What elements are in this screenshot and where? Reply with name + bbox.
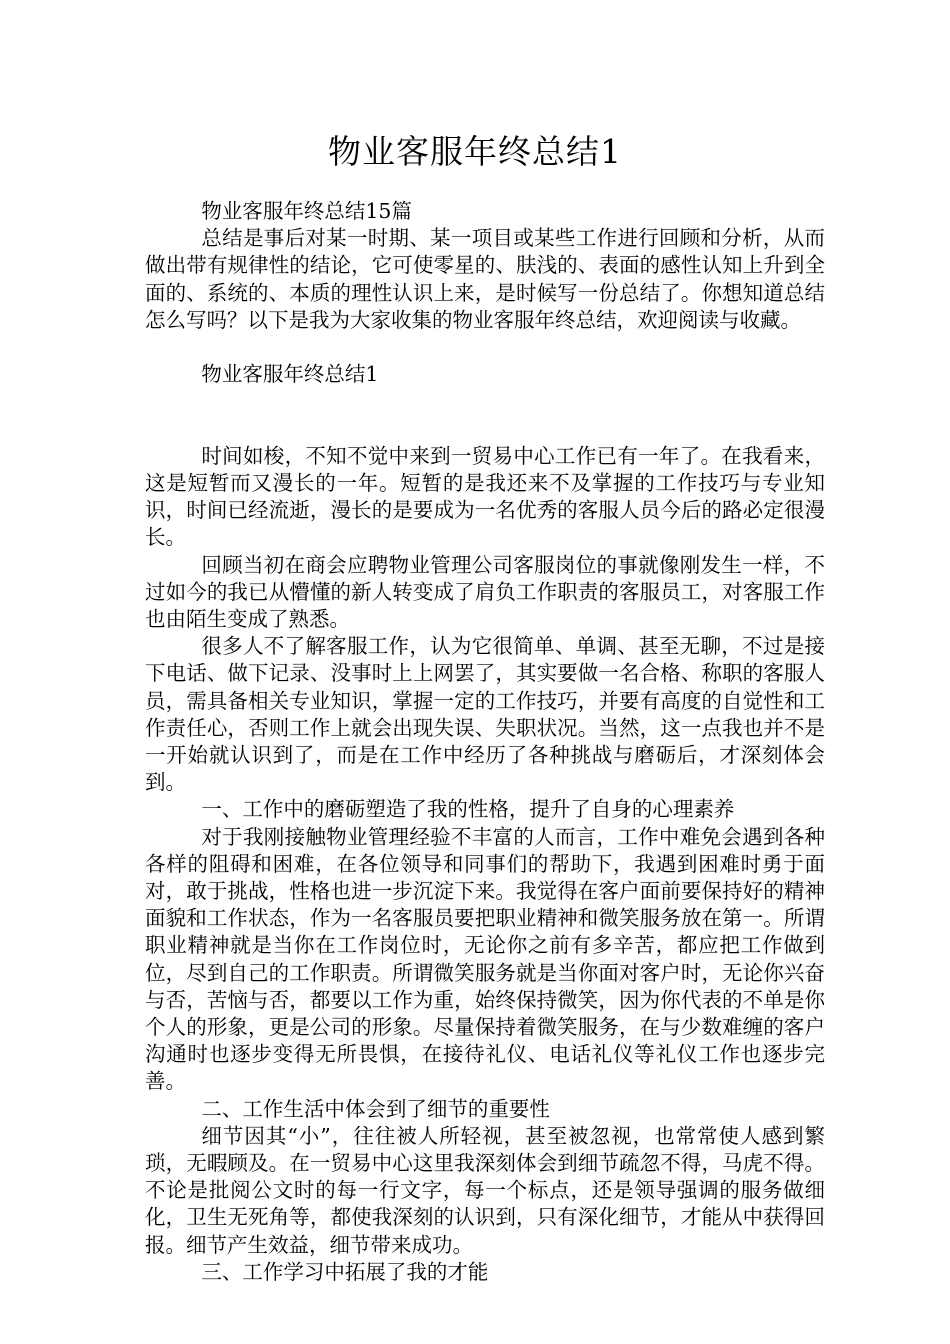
body-paragraph: 回顾当初在商会应聘物业管理公司客服岗位的事就像刚发生一样，不过如今的我已从懵懂的新人转变成了肩负工作职责的客服员工，对客服工作也由陌生变成了熟悉。 <box>145 552 825 631</box>
document-subtitle: 物业客服年终总结15篇 <box>201 199 412 223</box>
body-paragraph: 细节因其“小”，往往被人所轻视，甚至被忽视，也常常使人感到繁琐，无暇顾及。在一贸易中心这里我深刻体会到细节疏忽不得，马虎不得。不论是批阅公文时的每一行文字，每一个标点，还是领导强调的服务做细化，卫生无死角等，都使我深刻的认识到，只有深化细节，才能从中获得回报。细节产生效益，细节带来成功。 <box>145 1123 825 1257</box>
body-paragraph: 对于我刚接触物业管理经验不丰富的人而言，工作中难免会遇到各种各样的阻碍和困难，在各位领导和同事们的帮助下，我遇到困难时勇于面对，敢于挑战，性格也进一步沉淀下来。我觉得在客户面前要保持好的精神面貌和工作状态，作为一名客服员要把职业精神和微笑服务放在第一。所谓职业精神就是当你在工作岗位时，无论你之前有多辛苦，都应把工作做到位，尽到自己的工作职责。所谓微笑服务就是当你面对客户时，无论你兴奋与否，苦恼与否，都要以工作为重，始终保持微笑，因为你代表的不单是你个人的形象，更是公司的形象。尽量保持着微笑服务，在与少数难缠的客户沟通时也逐步变得无所畏惧，在接待礼仪、电话礼仪等礼仪工作也逐步完善。 <box>145 824 825 1094</box>
point-heading: 三、工作学习中拓展了我的才能 <box>201 1259 489 1284</box>
body-paragraph: 很多人不了解客服工作，认为它很简单、单调、甚至无聊，不过是接下电话、做下记录、没事时上上网罢了，其实要做一名合格、称职的客服人员，需具备相关专业知识，掌握一定的工作技巧，并要有高度的自觉性和工作责任心，否则工作上就会出现失误、失职状况。当然，这一点我也并不是一开始就认识到了，而是在工作中经历了各种挑战与磨砺后，才深刻体会到。 <box>145 634 825 795</box>
section-heading: 物业客服年终总结1 <box>201 362 379 387</box>
point-heading: 一、工作中的磨砺塑造了我的性格，提升了自身的心理素养 <box>201 797 735 822</box>
blank-line <box>145 416 825 443</box>
body-paragraph: 时间如梭，不知不觉中来到一贸易中心工作已有一年了。在我看来，这是短暂而又漫长的一年。短暂的是我还来不及掌握的工作技巧与专业知识，时间已经流逝，漫长的是要成为一名优秀的客服人员今后的路必定很漫长。 <box>145 443 825 550</box>
document-body <box>145 198 825 1286</box>
intro-paragraph: 总结是事后对某一时期、某一项目或某些工作进行回顾和分析，从而做出带有规律性的结论，它可使零星的、肤浅的、表面的感性认知上升到全面的、系统的、本质的理性认识上来，是时候写一份总结了。你想知道总结怎么写吗？以下是我为大家收集的物业客服年终总结，欢迎阅读与收藏。 <box>145 226 825 332</box>
blank-line <box>145 334 825 361</box>
blank-line <box>145 388 825 415</box>
document-title: 物业客服年终总结1 <box>328 132 622 171</box>
point-heading: 二、工作生活中体会到了细节的重要性 <box>201 1096 550 1121</box>
